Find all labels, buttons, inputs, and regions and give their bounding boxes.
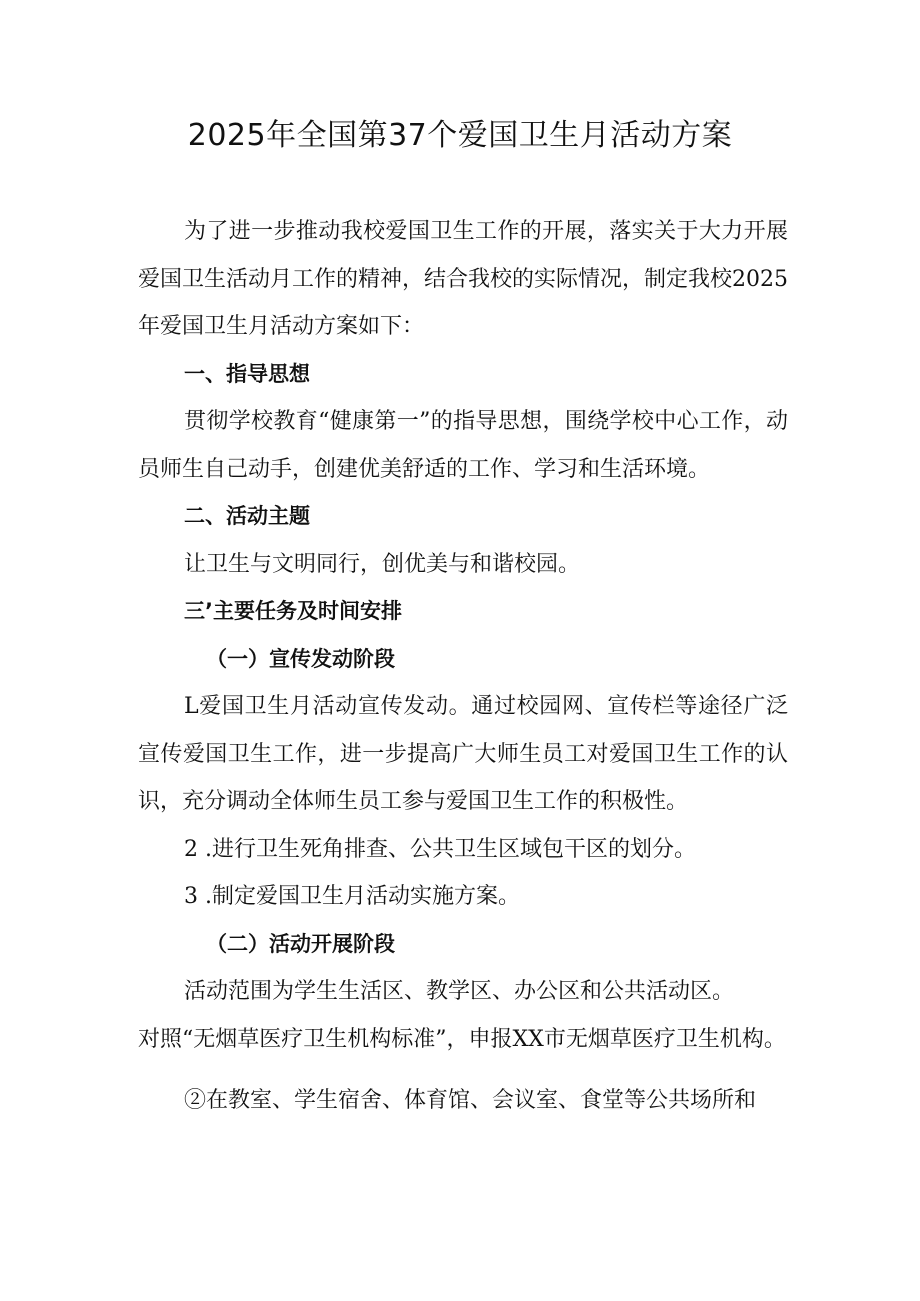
- guiding-ideology-paragraph: 贯彻学校教育“健康第一”的指导思想，围绕学校中心工作，动员师生自己动手，创建优美舒适的工作、学习和生活环境。: [138, 409, 788, 482]
- activity-scope-paragraph: 活动范围为学生生活区、教学区、办公区和公共活动区。: [184, 979, 735, 1004]
- subsection-heading-activity-stage: （二）活动开展阶段: [206, 931, 395, 956]
- intro-paragraph: 为了进一步推动我校爱国卫生工作的开展，落实关于大力开展爱国卫生活动月工作的精神，结合我校的实际情况，制定我校2025年爱国卫生月活动方案如下：: [138, 219, 788, 339]
- publicity-item-3: 3 .制定爱国卫生月活动实施方案。: [184, 884, 520, 909]
- section-heading-activity-theme: 二、活动主题: [184, 504, 310, 528]
- public-places-paragraph: ②在教室、学生宿舍、体育馆、会议室、食堂等公共场所和: [184, 1088, 757, 1113]
- publicity-item-2: 2 .进行卫生死角排查、公共卫生区域包干区的划分。: [184, 836, 696, 862]
- section-heading-guiding-ideology: 一、指导思想: [184, 361, 310, 386]
- smoke-free-paragraph: 对照“无烟草医疗卫生机构标准”，申报XX市无烟草医疗卫生机构。: [138, 1026, 786, 1052]
- section-heading-main-tasks: 三’主要任务及时间安排: [184, 599, 402, 623]
- activity-theme-paragraph: 让卫生与文明同行，创优美与和谐校园。: [184, 551, 581, 577]
- subsection-heading-publicity: （一）宣传发动阶段: [206, 646, 395, 671]
- document-body: [138, 208, 788, 1125]
- publicity-item-1: L爱国卫生月活动宣传发动。通过校园网、宣传栏等途径广泛宣传爱国卫生工作，进一步提高广大师生员工对爱国卫生工作的认识，充分调动全体师生员工参与爱国卫生工作的积极性。: [138, 694, 788, 814]
- document-title: 2025年全国第37个爱国卫生月活动方案: [187, 118, 733, 153]
